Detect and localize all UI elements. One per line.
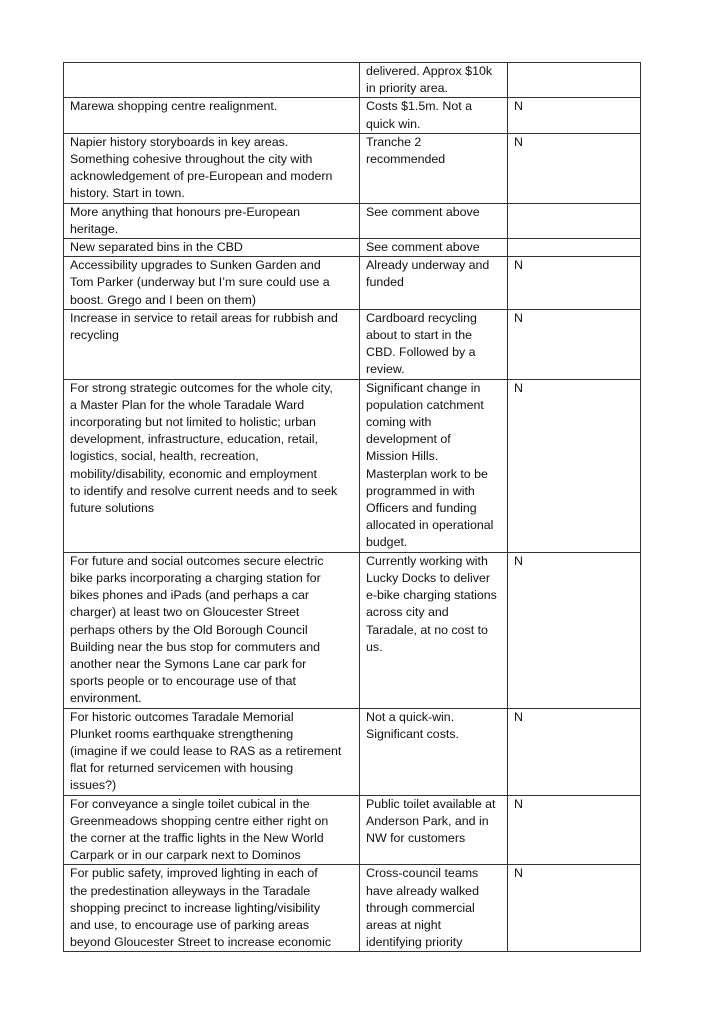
- flag-cell: [508, 239, 641, 257]
- request-cell: Increase in service to retail areas for rubbish and recycling: [64, 309, 360, 379]
- request-cell: More anything that honours pre-European heritage.: [64, 203, 360, 238]
- flag-cell: N: [508, 795, 641, 865]
- table-row: [64, 795, 641, 865]
- request-cell: [64, 63, 360, 98]
- table-row: [64, 309, 641, 379]
- table-row: [64, 708, 641, 795]
- flag-cell: N: [508, 133, 641, 203]
- table-row: [64, 552, 641, 708]
- table-row: [64, 63, 641, 98]
- comment-cell: Already underway and funded: [360, 257, 508, 310]
- request-cell: New separated bins in the CBD: [64, 239, 360, 257]
- comment-cell: Costs $1.5m. Not a quick win.: [360, 98, 508, 133]
- request-cell: For conveyance a single toilet cubical in the Greenmeadows shopping centre either right on the corner at the traffic lights in the New World Carpark or in our carpark next to Dominos: [64, 795, 360, 865]
- comment-cell: Cardboard recycling about to start in the CBD. Followed by a review.: [360, 309, 508, 379]
- comment-cell: Significant change in population catchment coming with development of Mission Hills. Masterplan work to be programmed in with Officers and funding allocated in operational budget.: [360, 379, 508, 552]
- request-cell: Marewa shopping centre realignment.: [64, 98, 360, 133]
- comment-cell: See comment above: [360, 203, 508, 238]
- flag-cell: N: [508, 552, 641, 708]
- flag-cell: [508, 203, 641, 238]
- comment-cell: delivered. Approx $10k in priority area.: [360, 63, 508, 98]
- comment-cell: Cross-council teams have already walked through commercial areas at night identifying priority: [360, 865, 508, 952]
- table-row: [64, 98, 641, 133]
- table-row: [64, 865, 641, 952]
- comment-cell: Not a quick-win. Significant costs.: [360, 708, 508, 795]
- request-cell: For strong strategic outcomes for the whole city, a Master Plan for the whole Taradale Ward incorporating but not limited to holistic; urban development, infrastructure, education, retail, logistics, social, health, recreation, mobility/disability, economic and employment to identify and resolve current needs and to seek future solutions: [64, 379, 360, 552]
- flag-cell: N: [508, 379, 641, 552]
- request-cell: For historic outcomes Taradale Memorial Plunket rooms earthquake strengthening (imagine if we could lease to RAS as a retirement flat for returned servicemen with housing issues?): [64, 708, 360, 795]
- flag-cell: [508, 63, 641, 98]
- request-cell: For future and social outcomes secure electric bike parks incorporating a charging station for bikes phones and iPads (and perhaps a car charger) at least two on Gloucester Street perhaps others by the Old Borough Council Building near the bus stop for commuters and another near the Symons Lane car park for sports people or to encourage use of that environment.: [64, 552, 360, 708]
- request-cell: Napier history storyboards in key areas. Something cohesive throughout the city with acknowledgement of pre-European and modern history. Start in town.: [64, 133, 360, 203]
- flag-cell: N: [508, 865, 641, 952]
- comment-cell: Public toilet available at Anderson Park, and in NW for customers: [360, 795, 508, 865]
- flag-cell: N: [508, 98, 641, 133]
- table-row: [64, 133, 641, 203]
- request-cell: Accessibility upgrades to Sunken Garden and Tom Parker (underway but I’m sure could use a boost. Grego and I been on them): [64, 257, 360, 310]
- flag-cell: N: [508, 257, 641, 310]
- comment-cell: Currently working with Lucky Docks to deliver e-bike charging stations across city and Taradale, at no cost to us.: [360, 552, 508, 708]
- table-row: [64, 379, 641, 552]
- flag-cell: N: [508, 309, 641, 379]
- flag-cell: N: [508, 708, 641, 795]
- table-row: [64, 239, 641, 257]
- table-row: [64, 203, 641, 238]
- table-row: [64, 257, 641, 310]
- request-cell: For public safety, improved lighting in each of the predestination alleyways in the Taradale shopping precinct to increase lighting/visibility and use, to encourage use of parking areas beyond Gloucester Street to increase economic: [64, 865, 360, 952]
- comment-cell: Tranche 2 recommended: [360, 133, 508, 203]
- comment-cell: See comment above: [360, 239, 508, 257]
- requests-table: [63, 62, 641, 952]
